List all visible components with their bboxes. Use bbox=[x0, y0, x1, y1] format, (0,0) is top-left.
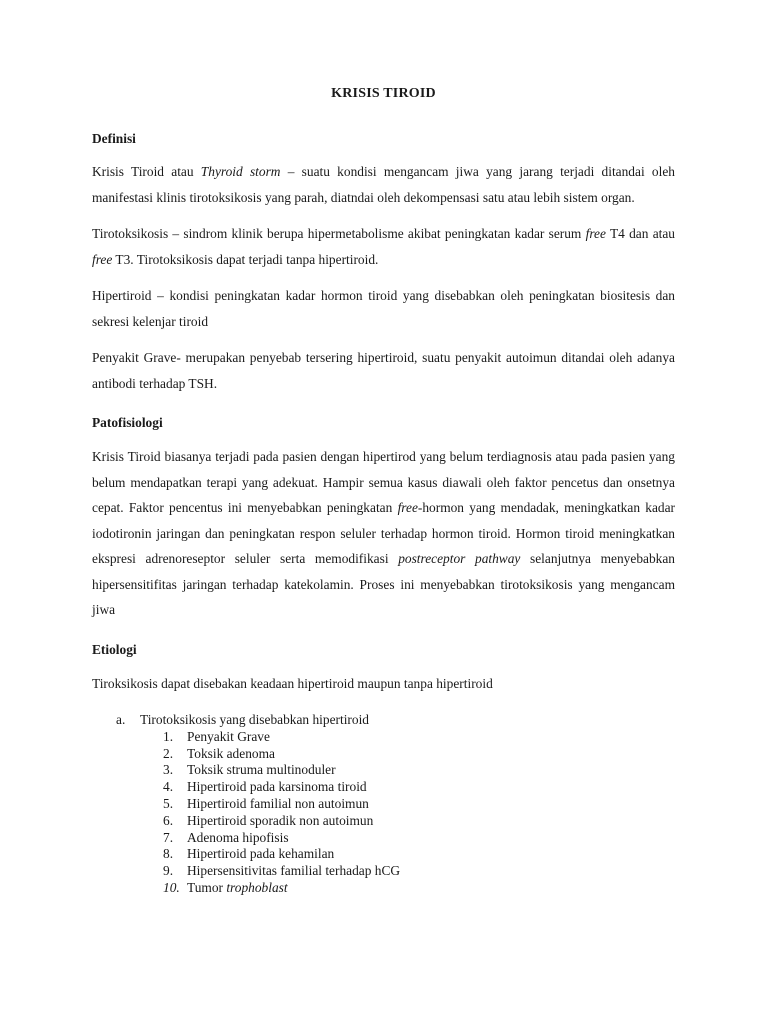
italic-free: free bbox=[585, 226, 606, 241]
paragraph-tirotoksikosis bbox=[92, 221, 675, 272]
sublist-title: Tirotoksikosis yang disebabkan hipertiroid bbox=[140, 712, 369, 727]
etiologi-items bbox=[116, 729, 675, 897]
text-run: Krisis Tiroid biasanya terjadi pada pasien dengan hipertirod yang belum terdiagnosis atau pada pasien yang belum mendapatkan terapi yang adekuat. Hampir semua kasus diawali oleh faktor pencetus dan onsetnya cepat. Faktor pencentus ini menyebabkan peningkatan bbox=[92, 449, 675, 515]
list-item: 2. Toksik adenoma bbox=[163, 745, 275, 761]
text-run: hormon yang mendadak, meningkatkan kadar iodotironin jaringan dan peningkatan respon seluler terhadap hormon tiroid. Hormon tiroid meningkatkan ekspresi adrenoreseptor seluler serta memodifikasi bbox=[92, 500, 676, 566]
list-item: 8. Hipertiroid pada kehamilan bbox=[163, 846, 335, 862]
italic-thyroid-storm: Thyroid storm bbox=[200, 164, 281, 179]
text-run: – suatu kondisi mengancam jiwa yang jarang terjadi ditandai oleh manifestasi klinis tirotoksikosis yang parah, diatndai oleh dekompensasi satu atau lebih sistem organ. bbox=[92, 164, 675, 205]
text-run: T4 dan atau bbox=[605, 226, 675, 241]
sublist-letter: a. bbox=[116, 712, 126, 727]
text-run: T3. Tirotoksikosis dapat terjadi tanpa hipertiroid. bbox=[112, 251, 379, 267]
list-item: 6. Hipertiroid sporadik non autoimun bbox=[163, 812, 374, 828]
paragraph-krisis-tiroid bbox=[92, 159, 675, 210]
document-title: KRISIS TIROID bbox=[331, 86, 436, 101]
list-item: 7. Adenoma hipofisis bbox=[163, 829, 289, 845]
heading-definisi: Definisi bbox=[92, 131, 136, 146]
paragraph-hipertiroid: Hipertiroid – kondisi peningkatan kadar hormon tiroid yang disebabkan oleh peningkatan biositesis dan sekresi kelenjar tiroid bbox=[92, 288, 675, 329]
heading-patofisiologi: Patofisiologi bbox=[92, 415, 163, 430]
paragraph-patofisiologi bbox=[92, 444, 675, 623]
paragraph-penyakit-grave: Penyakit Grave- merupakan penyebab tersering hipertiroid, suatu penyakit autoimun ditandai oleh adanya antibodi terhadap TSH. bbox=[92, 350, 675, 391]
italic-free-hormon: free- bbox=[397, 500, 423, 515]
italic-free: free bbox=[92, 251, 113, 267]
list-item: 5. Hipertiroid familial non autoimun bbox=[163, 795, 369, 811]
list-item: 3. Toksik struma multinoduler bbox=[163, 762, 336, 778]
sublist-heading bbox=[116, 712, 675, 729]
paragraph-etiologi-intro: Tiroksikosis dapat disebakan keadaan hipertiroid maupun tanpa hipertiroid bbox=[92, 675, 493, 691]
list-item: 10. Tumor trophoblast bbox=[163, 879, 288, 895]
text-run: Tirotoksikosis – sindrom klinik berupa hipermetabolisme akibat peningkatan kadar serum bbox=[92, 226, 586, 241]
document-content bbox=[92, 86, 675, 897]
heading-etiologi: Etiologi bbox=[92, 641, 137, 657]
list-item: 4. Hipertiroid pada karsinoma tiroid bbox=[163, 779, 367, 795]
etiologi-sublist bbox=[116, 712, 675, 897]
list-item: 1. Penyakit Grave bbox=[163, 728, 270, 744]
text-run: selanjutnya menyebabkan hipersensitifitas jaringan terhadap katekolamin. Proses ini menyebabkan tirotoksikosis yang mengancam jiwa bbox=[92, 551, 675, 617]
italic-postreceptor-pathway: postreceptor pathway bbox=[398, 551, 521, 566]
text-run: Krisis Tiroid atau bbox=[92, 164, 201, 179]
list-item: 9. Hipersensitivitas familial terhadap hCG bbox=[163, 863, 401, 879]
